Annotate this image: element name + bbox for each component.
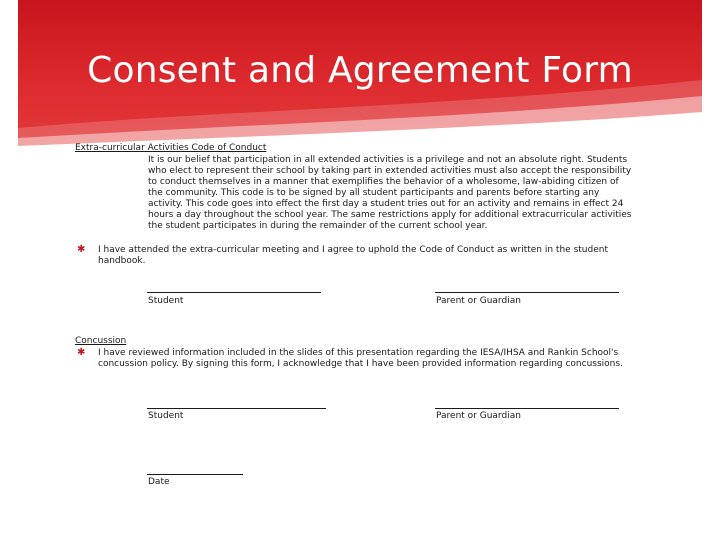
code-of-conduct-heading: Extra-curricular Activities Code of Conduct bbox=[75, 143, 267, 153]
parent-signature-label: Parent or Guardian bbox=[436, 411, 521, 421]
parent-signature-label: Parent or Guardian bbox=[436, 296, 521, 306]
paragraph-line: It is our belief that participation in all extended activities is a privilege and not an absolute right. Students bbox=[148, 155, 628, 165]
title-banner bbox=[18, 0, 702, 150]
parent-signature-line[interactable] bbox=[435, 408, 619, 409]
asterisk-bullet-icon: ✱ bbox=[77, 244, 86, 255]
date-line[interactable] bbox=[147, 474, 243, 475]
statement-line: concussion policy. By signing this form, I acknowledge that I have been provided information regarding concussions. bbox=[98, 359, 623, 369]
paragraph-line: activity. This code goes into effect the first day a student tries out for an activity and remains in effect 24 bbox=[148, 199, 624, 209]
agreement-statement bbox=[98, 245, 608, 267]
student-signature-label: Student bbox=[148, 411, 184, 421]
asterisk-bullet-icon: ✱ bbox=[77, 347, 86, 358]
paragraph-line: hours a day throughout the school year. The same restrictions apply for additional extracurricular activities bbox=[148, 210, 632, 220]
student-signature-line[interactable] bbox=[147, 408, 326, 409]
concussion-heading: Concussion bbox=[75, 336, 127, 346]
statement-line: handbook. bbox=[98, 256, 146, 266]
concussion-statement bbox=[98, 348, 623, 370]
student-signature-line[interactable] bbox=[147, 292, 321, 293]
date-label: Date bbox=[148, 477, 170, 487]
paragraph-line: who elect to represent their school by taking part in extended activities must also accept the responsibility bbox=[148, 166, 632, 176]
student-signature-label: Student bbox=[148, 296, 184, 306]
paragraph-line: to conduct themselves in a manner that exemplifies the behavior of a wholesome, law-abiding citizen of bbox=[148, 177, 619, 187]
page-title: Consent and Agreement Form bbox=[87, 50, 633, 91]
paragraph-line: the community. This code is to be signed by all student participants and parents before starting any bbox=[148, 188, 600, 198]
parent-signature-line[interactable] bbox=[435, 292, 619, 293]
statement-line: I have reviewed information included in the slides of this presentation regarding the IESA/IHSA and Rankin School's bbox=[98, 348, 619, 358]
code-of-conduct-paragraph bbox=[148, 155, 678, 232]
paragraph-line: the student participates in during the remainder of the current school year. bbox=[148, 221, 488, 231]
statement-line: I have attended the extra-curricular meeting and I agree to uphold the Code of Conduct as written in the student bbox=[98, 245, 608, 255]
